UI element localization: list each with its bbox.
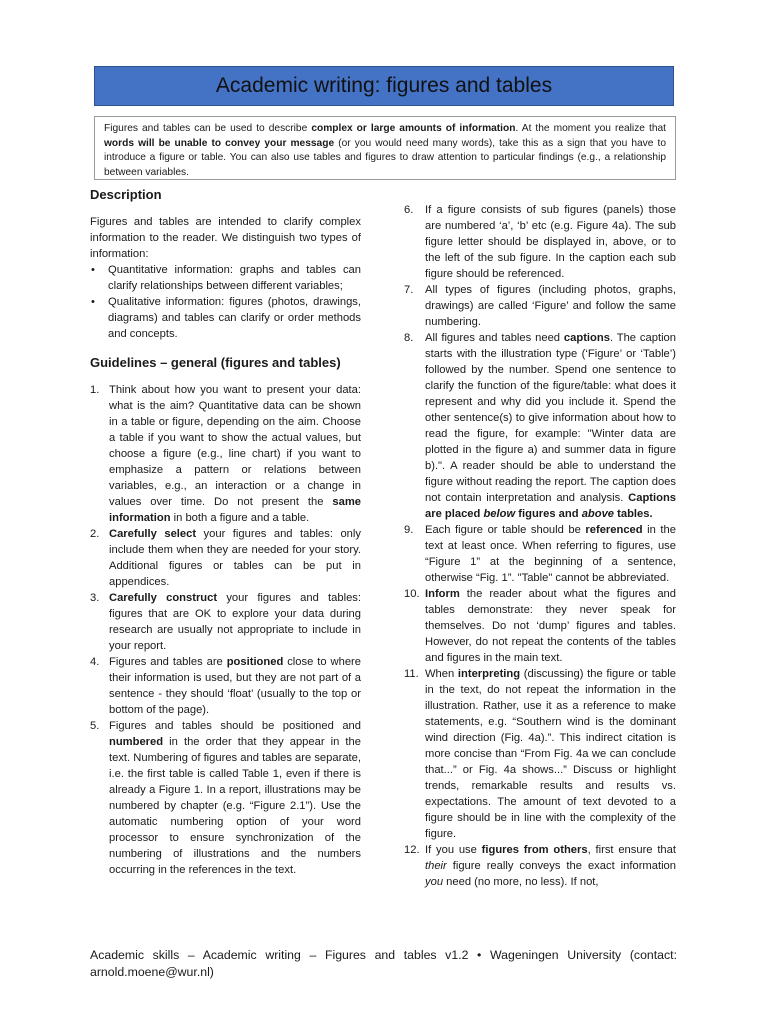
item-number: 9.: [404, 524, 414, 536]
guideline-item: [404, 586, 676, 666]
item-text: in both a figure and a table.: [170, 512, 310, 524]
guideline-item: [90, 718, 361, 878]
guideline-item: [404, 282, 676, 330]
description-heading: Description: [90, 187, 162, 202]
bullet-item: • Qualitative information: figures (photos, drawings, diagrams) and tables can clarify or order methods and concepts.: [90, 294, 361, 342]
item-number: 11.: [404, 668, 419, 680]
intro-box: [94, 116, 676, 180]
item-text: figure really conveys the exact information: [446, 860, 676, 872]
item-text: in the order that they appear in the text. Numbering of figures and tables are separate, i.e. the first table is called Table 1, even if there is already a Figure 1. In a report, illustrations may be numbered by chapter (e.g. “Figure 2.1”). Use the automatic numbering option of your word processor to ensure synchronization of the numbering of illustrations and the numbers occurring in the references in the text.: [109, 736, 361, 876]
intro-text: . At the moment you realize that: [515, 123, 666, 134]
guideline-item: [90, 590, 361, 654]
item-bold: same information: [109, 496, 361, 524]
item-bold: referenced: [585, 524, 643, 536]
item-text: If a figure consists of sub figures (panels) those are numbered ‘a’, ‘b’ etc (e.g. Figure 4a). The sub figure letter should be displayed in, above, or to the left of the sub figure. In the caption each sub figure should be referenced.: [425, 204, 676, 280]
guidelines-list-right: [404, 202, 676, 890]
description-bullets: [90, 262, 361, 342]
guideline-item: [404, 522, 676, 586]
item-text: your figures and tables: only include them when they are needed for your story. Additional figures or tables can be put in appendices.: [109, 528, 361, 588]
item-text: Figures and tables are: [109, 656, 227, 668]
item-number: 8.: [404, 332, 414, 344]
item-bold: figures from others: [481, 844, 588, 856]
item-bold: tables.: [614, 508, 653, 520]
item-text: All types of figures (including photos, graphs, drawings) are called ‘Figure’ and follow the same numbering.: [425, 284, 676, 328]
item-text: the reader about what the figures and tables demonstrate: they never speak for themselves. Do not ‘dump’ figures and tables. However, do not repeat the contents of the tables and figures in the main text.: [425, 588, 676, 664]
item-bold: figures and: [515, 508, 582, 520]
item-text: (discussing) the figure or table in the text, do not repeat the information in the illustration. Rather, use it as a reference to make statements, e.g. “Southern wind is the dominant wind direction (Fig. 4a).”. This indirect citation is more concise than “From Fig. 4a we can conclude that...” or Fig. 4a shows...” Discuss or highlight trends, remarkable results and results vs. expectations. The amount of text devoted to a figure should be in line with the complexity of the figure.: [425, 668, 676, 840]
guideline-item: [90, 382, 361, 526]
item-text: Each figure or table should be: [425, 524, 586, 536]
item-italic: you: [425, 876, 444, 888]
guideline-item: [90, 654, 361, 718]
item-italic: their: [425, 860, 447, 872]
item-bold: numbered: [109, 736, 164, 748]
item-number: 5.: [90, 720, 100, 732]
description-text: Figures and tables are intended to clarify complex information to the reader. We distinguish two types of information:: [90, 216, 361, 260]
guideline-item: [404, 202, 676, 282]
left-column: [90, 186, 361, 878]
page-footer: Academic skills – Academic writing – Figures and tables v1.2 • Wageningen University (contact: arnold.moene@wur.nl): [90, 948, 677, 979]
item-text: your figures and tables: figures that are OK to explore your data during research are usually not appropriate to include in your report.: [109, 592, 361, 652]
item-number: 6.: [404, 204, 414, 216]
item-bold: Inform: [425, 588, 460, 600]
guideline-item: [90, 526, 361, 590]
item-bold: positioned: [226, 656, 284, 668]
item-text: Think about how you want to present your data: what is the aim? Quantitative data can be shown in a table or figure, depending on the aim. Choose a table if you want to show the actual values, but choose a figure (e.g., line chart) if you want to emphasize a pattern or relations between variables, e.g., an interaction or a change in values over time. Do not present the: [109, 384, 361, 508]
guideline-item: [404, 666, 676, 842]
item-text: When: [425, 668, 458, 680]
item-text: . The caption starts with the illustration type (‘Figure’ or ‘Table’) followed by the number. Spend one sentence to clarify the function of the figure/table: what does it represent and why did you include it. Spend the other sentence(s) to give information about how to read the figure, for example: "Winter data are plotted in the figure a) and summer data in figure b).". A reader should be able to understand the figure without reading the report. The caption does not contain interpretation and analysis.: [425, 332, 676, 504]
item-text: Figures and tables should be positioned and: [109, 720, 361, 732]
guideline-item: [404, 330, 676, 522]
item-bold: Carefully construct: [109, 592, 218, 604]
item-bold-italic: above: [581, 508, 615, 520]
item-number: 12.: [404, 844, 420, 856]
item-text: All figures and tables need: [425, 332, 564, 344]
intro-bold: words will be unable to convey your message: [104, 137, 335, 149]
intro-text: Figures and tables can be used to describe: [104, 123, 312, 134]
item-text: in the text at least once. When referring to figures, use “Figure 1” at the beginning of a sentence, otherwise “Fig. 1”. "Table" cannot be abbreviated.: [425, 524, 676, 584]
item-bold: captions: [563, 332, 610, 344]
item-text: , first ensure that: [587, 844, 676, 856]
item-text: close to where their information is used, but they are not part of a sentence - they should ‘float’ (usually to the top or bottom of the page).: [109, 656, 361, 716]
guidelines-list-left: [90, 382, 361, 878]
page-title: Academic writing: figures and tables: [215, 74, 553, 97]
item-number: 1.: [90, 384, 100, 396]
item-text: If you use: [425, 844, 482, 856]
intro-text: (or you would need many words), take this as a sign that you have to introduce a figure or table. You can also use tables and figures to draw attention to particular findings (e.g., a relationship between variables.: [104, 137, 666, 178]
item-number: 4.: [90, 656, 100, 668]
item-number: 3.: [90, 592, 100, 604]
title-bar: [94, 66, 674, 106]
intro-bold: complex or large amounts of information: [311, 123, 516, 134]
item-bold: Captions are placed: [425, 492, 676, 520]
item-number: 7.: [404, 284, 414, 296]
item-number: 2.: [90, 528, 100, 540]
item-text: need (no more, no less). If not,: [443, 876, 599, 888]
item-number: 10.: [404, 588, 420, 600]
right-column: [404, 202, 676, 890]
item-bold-italic: below: [483, 508, 516, 520]
item-bold: Carefully select: [109, 528, 197, 540]
guidelines-heading: Guidelines – general (figures and tables): [90, 355, 341, 370]
item-bold: interpreting: [457, 668, 521, 680]
guideline-item: [404, 842, 676, 890]
bullet-item: • Quantitative information: graphs and tables can clarify relationships between different variables;: [90, 262, 361, 294]
